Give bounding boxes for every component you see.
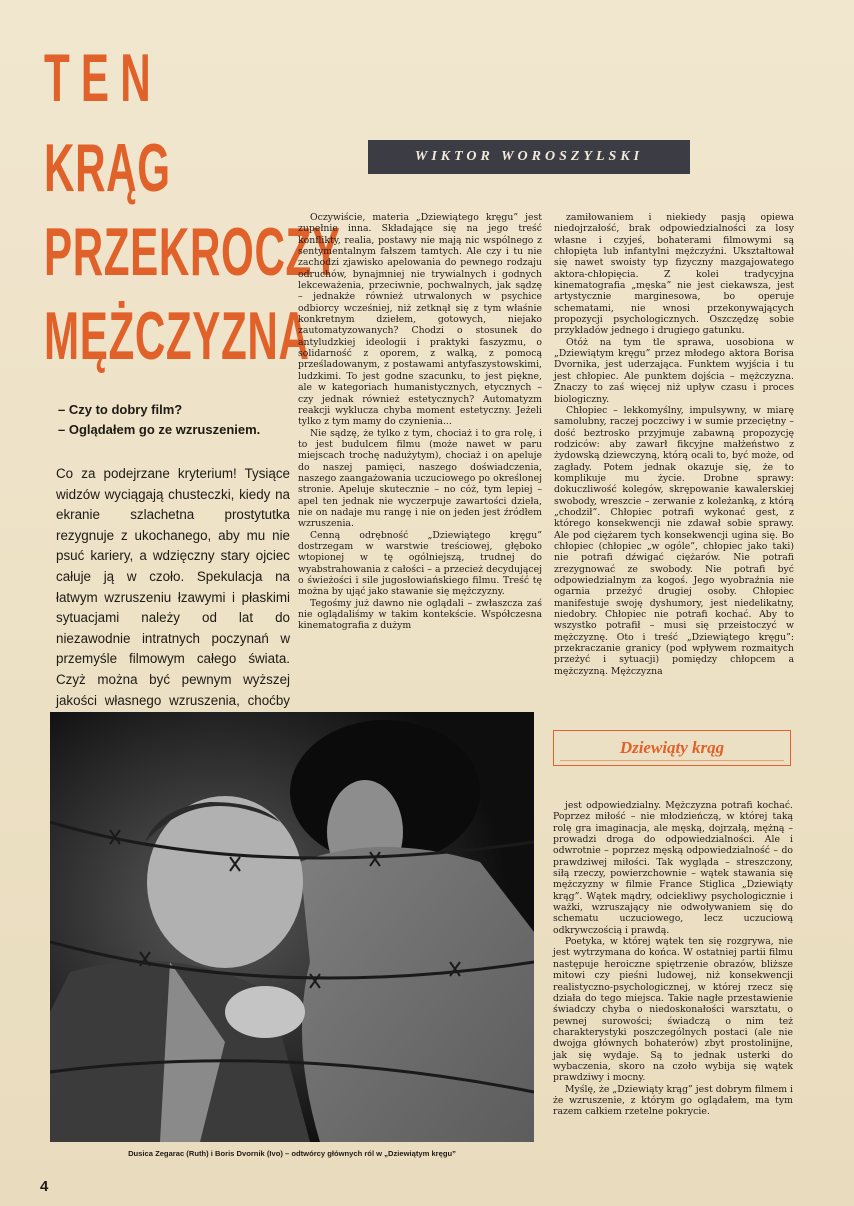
film-still-photo bbox=[50, 712, 534, 1142]
article-column-bottom bbox=[553, 800, 793, 1118]
film-title-box: Dziewiąty krąg bbox=[553, 730, 791, 766]
paragraph: jest odpowiedzialny. Mężczyzna potrafi kochać. Poprzez miłość – nie młodzieńczą, w której taką rolę gra imaginacja, ale męską, dojrzałą, mężną – prowadzi droga do odpowiedzialności. Ale i odwrotnie – poprzez męską odpowiedzialność – do prawdziwej miłości. Tak wygląda – streszczony, siłą rzeczy, powierzchownie – wątek stawania się mężczyzny w filmie France Stiglica „Dziewiąty krąg”. Wątek mądry, odciekliwy psychologicznie i ważki, wzruszający nie odwoływaniem się do schematu uczuciowego, lecz uczuciową odkrywczością i prawdą. bbox=[553, 800, 793, 936]
title-line-3: PRZEKROCZY bbox=[44, 214, 341, 290]
paragraph: Chłopiec – lekkomyślny, impulsywny, w miarę samolubny, raczej poczciwy i w sumie przeciętny – dość beztrosko przyjmuje zabawną propozycję rodziców: aby zawarł fikcyjne małżeństwo z żydowską dziewczyną, którą ocali to, być może, od zagłady. Potem jednak okazuje się, że to komplikuje mu życie. Drobne sprawy: dokuczliwość kolegów, skrępowanie kawalerskiej swobody, wreszcie – zerwanie z koleżanką, z którą „chodził”. Chłopiec potrafi wykonać gest, z którego konsekwencji nie zdawał sobie sprawy. Ale pod ciężarem tych konsekwencji ugina się. Bo chłopiec (chłopiec „w ogóle”, chłopiec jako taki) nie potrafi dźwigać ciężarów. Nie potrafi zrezygnować ze swobody. Nie potrafi być odpowiedzialnym za kogoś. Jego wyobraźnia nie ogarnia przeżyć drugiej osoby. Chłopiec manifestuje swoję dyshumory, jest niedelikatny, niedobry. Chłopiec nie potrafi kochać. Aby to wszystko potrafił – musi się przeistoczyć w mężczyznę. Oto i treść „Dziewiątego kręgu”: przekraczanie granicy (pod wpływem rozmaitych przeżyć i sytuacji) pomiędzy chłopcem a mężczyzną. Mężczyzna bbox=[554, 404, 794, 677]
paragraph: Otóż na tym tle sprawa, uosobiona w „Dziewiątym kręgu” przez młodego aktora Borisa Dvornika, jest uderzająca. Funktem wyjścia i tu jest chłopiec. Ale punktem dojścia – mężczyzna. Znaczy to zaś więcej niż upływ czasu i proces biologiczny. bbox=[554, 336, 794, 405]
intro-paragraph: Co za podejrzane kryterium! Tysiące widzów wyciągają chusteczki, kiedy na ekranie szlachetna prostytutka rezygnuje z ukochanego, aby mu nie psuć kariery, a wdzięczny stary ojciec całuje ją w czoło. Spekulacja na łatwym wzruszeniu łzawymi i płaskimi sytuacjami należy od lat do niezawodnie intratnych poczynań w przemyśle filmowym całego świata. Czyż można być pewnym wyższej jakości własnego wzruszenia, choćby bbox=[56, 466, 290, 708]
article-column-middle bbox=[298, 212, 542, 632]
paragraph: Oczywiście, materia „Dziewiątego kręgu” jest zupełnie inna. Składające się na jego treść konflikty, realia, postawy nie mają nic wspólnego z sentymentalnym fałszem tamtych. Ale czy i tu nie zachodzi zjawisko apelowania do pewnego rodzaju odruchów, bynajmniej nie trywialnych i godnych lekceważenia, przeciwnie, pochwalnych, jak sądzę – jednakże również utrwalonych w psychice odbiorcy wcześniej, niż zetknął się z tym właśnie konkretnym dziełem, gotowych, niejako zautomatyzowanych? Chodzi o stosunek do antyludzkiej ideologii i praktyki faszyzmu, o solidarność z oporem, z walką, z pomocą prześladowanym, z postawami antyfaszystowskimi, ludzkimi. To jest godne szacunku, to jest piękne, ale w kategoriach humanistycznych, etycznych – czy jednak również estetycznych? Automatyzm reakcji wyklucza chyba moment estetyczny. Jeżeli tylko z tym mamy do czynienia... bbox=[298, 212, 542, 428]
paragraph: Cenną odrębność „Dziewiątego kręgu” dostrzegam w warstwie treściowej, głęboko wtopionej w tę ogólniejszą, trudnej do wyabstrahowania z całości – a przecież decydującej o świeżości i sile jugosłowiańskiego filmu. Treść tę można by ująć jako stawanie się mężczyzny. bbox=[298, 529, 542, 598]
paragraph: Tegośmy już dawno nie oglądali – zwłaszcza zaś nie oglądaliśmy w takim kontekście. Współczesna kinematografia z dużym bbox=[298, 597, 542, 632]
title-line-1: TEN bbox=[44, 40, 162, 116]
title-line-4: MĘŻCZYZNA bbox=[44, 298, 310, 374]
paragraph: Poetyka, w której wątek ten się rozgrywa, nie jest wytrzymana do końca. W ostatniej partii filmu następuje heroiczne spiętrzenie obrazów, bliższe mitowi czy pieśni ludowej, niż konsekwencji realistyczno-psychologicznej, w której rzecz się działa do tego miejsca. Takie nagłe przestawienie świadczy chyba o niedoskonałości warsztatu, o pewnej surowości; świadczą o nim też charakterystyki poszczególnych postaci (ale nie dwojga głównych bohaterów) zbyt prostolinijne, jak się wydaje. Są to jednak usterki do wybaczenia, skoro na czoło wybija się wątek prawdziwy i mocny. bbox=[553, 936, 793, 1084]
page-number: 4 bbox=[40, 1178, 49, 1195]
article-column-right bbox=[554, 212, 794, 677]
title-line-2: KRĄG bbox=[44, 130, 171, 206]
paragraph: Nie sądzę, że tylko z tym, chociaż i to gra rolę, i to jest budulcem filmu (może nawet w paru miejscach trochę nadużytym), chociaż i on apeluje do naszej pamięci, naszego doświadczenia, naszego zaangażowania uczuciowego po określonej stronie. Apeluje skutecznie – no cóż, tym lepiej – apel ten jednak nie wyczerpuje zawartości dzieła, nie on nadaje mu rangę i nie on jeden jest źródłem wzruszenia. bbox=[298, 427, 542, 530]
lead-answer: – Oglądałem go ze wzruszeniem. bbox=[58, 422, 261, 437]
author-byline: WIKTOR WOROSZYLSKI bbox=[368, 140, 690, 174]
paragraph: Myślę, że „Dziewiąty krąg” jest dobrym filmem i że wzruszenie, z którym go oglądałem, ma tym razem całkiem rzetelne pokrycie. bbox=[553, 1083, 793, 1118]
film-still-illustration bbox=[50, 712, 534, 1142]
lead-question: – Czy to dobry film? bbox=[58, 402, 183, 417]
photo-caption: Dusica Zegarac (Ruth) i Boris Dvornik (Ivo) – odtwórcy głównych ról w „Dziewiątym kręgu” bbox=[128, 1149, 456, 1158]
paragraph: zamiłowaniem i niekiedy pasją opiewa niedojrzałość, brak odpowiedzialności za losy własne i czyjeś, bohaterami filmowymi są chłopięta lub infantylni mężczyźni. Ukształtował się nawet swoisty typ fizyczny mazgajowatego aktora-chłopięcia. Z kolei tradycyjna kinematografia „męska” nie jest ciekawsza, jest artystycznie marginesowa, bo operuje schematami, nie wnosi przekonywających propozycji psychologicznych. Oszczędzę sobie przykładów jednego i drugiego gatunku. bbox=[554, 212, 794, 337]
